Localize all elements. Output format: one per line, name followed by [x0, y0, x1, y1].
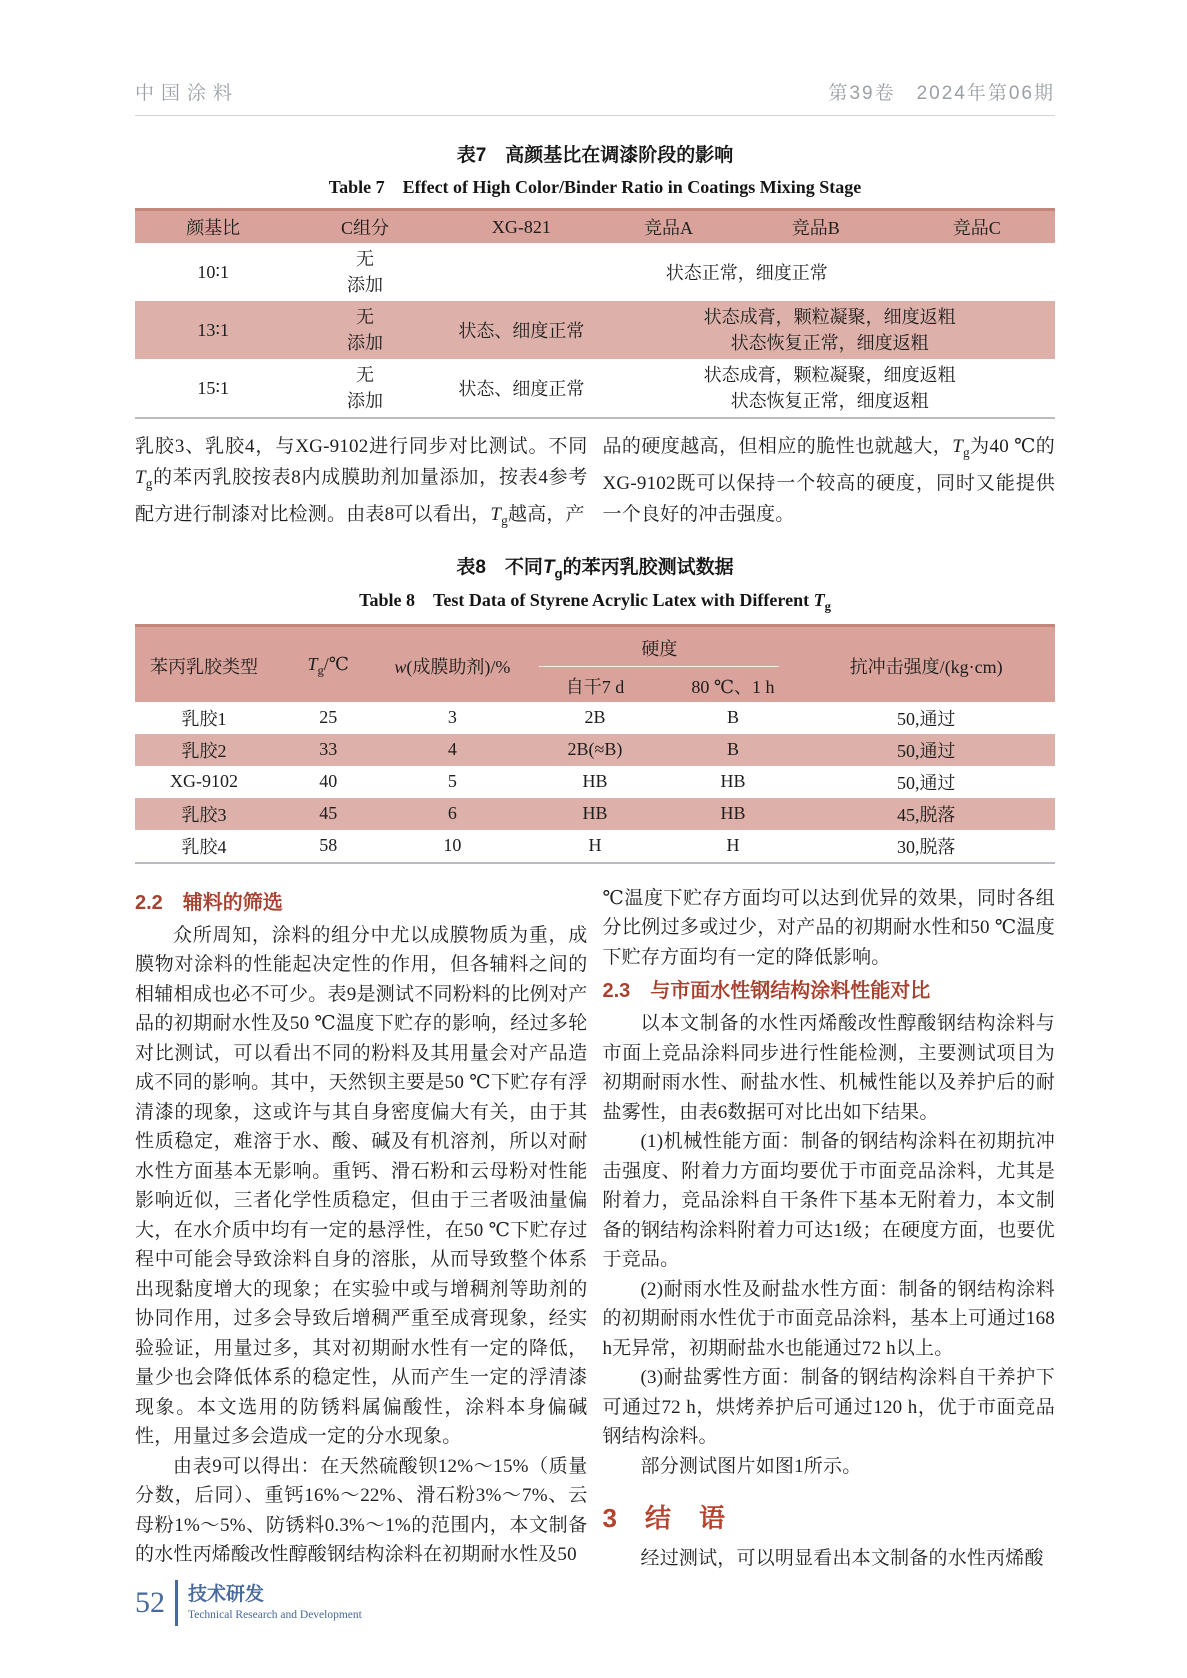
- table8: [135, 624, 1055, 864]
- col-competitor-a: 竞品A: [644, 218, 694, 238]
- table-row: [135, 301, 1055, 359]
- footer-section: [188, 1583, 362, 1623]
- table8-section: [135, 552, 1055, 864]
- col-competitor-b: 竞品B: [791, 218, 840, 238]
- col-latex-type: 苯丙乳胶类型: [150, 656, 258, 677]
- table8-title-en: Table 8 Test Data of Styrene Acrylic Latex with Different $T_g$: [359, 590, 831, 614]
- table-cell: 25: [319, 707, 338, 728]
- col-air-dry: 自干7 d: [565, 676, 625, 697]
- section-heading-3: 3 结 语: [602, 1503, 726, 1534]
- paragraph: ℃温度下贮存方面均可以达到优异的效果，同时各组分比例过多或过少，对产品的初期耐水性和50 ℃温度下贮存方面均有一定的降低影响。: [602, 887, 1055, 968]
- table-cell: 状态、细度正常: [458, 379, 585, 399]
- table-cell: HB: [720, 803, 746, 824]
- paragraph: 经过测试，可以明显看出本文制备的水性丙烯酸: [640, 1548, 1044, 1570]
- page-number: 52: [135, 1586, 165, 1619]
- table-cell: 乳胶2: [181, 740, 227, 761]
- paragraph: 品的硬度越高，但相应的脆性也就越大，$T_g$为40 ℃的XG-9102既可以保持一个较高的硬度，同时又能提供一个良好的冲击强度。: [602, 436, 1055, 525]
- table7-title-cn: 表7 高颜基比在调漆阶段的影响: [456, 145, 734, 166]
- col-coalescent: w(成膜助剂)/%: [394, 656, 511, 677]
- col-competitor-c: 竞品C: [952, 218, 1001, 238]
- left-column: [135, 884, 588, 1574]
- table-cell: 33: [319, 739, 338, 760]
- table-cell: 50,通过: [896, 740, 956, 761]
- table-cell: 乳胶3: [181, 804, 227, 825]
- table-row: [135, 766, 1055, 798]
- paragraph: (3)耐盐雾性方面：制备的钢结构涂料自干养护下可通过72 h，烘烤养护后可通过120 h，优于市面竞品钢结构涂料。: [602, 1367, 1055, 1448]
- section-heading-2-2: 2.2 辅料的筛选: [135, 891, 283, 914]
- body-columns: [135, 884, 1055, 1574]
- table-cell: 无 添加: [346, 249, 383, 295]
- journal-page: [0, 78, 1187, 1621]
- col-hardness-group: 硬度: [521, 625, 797, 670]
- issue-info: 第39卷 2024年第06期: [828, 83, 1055, 104]
- table-row: [135, 243, 1055, 301]
- col-tg: $T_g/℃$: [307, 653, 349, 678]
- table8-header-row-1: [135, 625, 1055, 670]
- table-row: [135, 798, 1055, 830]
- table-row: [135, 702, 1055, 734]
- col-ratio: 颜基比: [186, 218, 241, 238]
- bridge-text: [135, 431, 1055, 536]
- paragraph: (2)耐雨水性及耐盐水性方面：制备的钢结构涂料的初期耐雨水性优于市面竞品涂料，基本上可通过168 h无异常，初期耐盐水也能通过72 h以上。: [602, 1278, 1055, 1359]
- table-cell: 50,通过: [896, 708, 956, 729]
- right-column: [603, 431, 1056, 536]
- table-cell: 45,脱落: [896, 804, 956, 825]
- footer-section-en: Technical Research and Development: [188, 1609, 362, 1621]
- col-c-component: C组分: [340, 218, 389, 238]
- table-cell: HB: [720, 771, 746, 792]
- paragraph: 众所周知，涂料的组分中尤以成膜物质为重，成膜物对涂料的性能起决定性的作用，但各辅料之间的相辅相成也必不可少。表9是测试不同粉料的比例对产品的初期耐水性及50 ℃温度下贮存的影响，经过多轮对比测试，可以看出不同的粉料及其用量会对产品造成不同的影响。其中，天然钡主要是50 ℃下贮存有浮清漆的现象，这或许与其自身密度偏大有关，由于其性质稳定，难溶于水、酸、碱及有机溶剂，所以对耐水性方面基本无影响。重钙、滑石粉和云母粉对性能影响近似，三者化学性质稳定，但由于三者吸油量偏大，在水介质中均有一定的悬浮性，在50 ℃下贮存过程中可能会导致涂料自身的溶胀，从而导致整个体系出现黏度增大的现象；在实验中或与增稠剂等助剂的协同作用，过多会导致后增稠严重至成膏现象，经实验验证，用量过多，其对初期耐水性有一定的降低，量少也会降低体系的稳定性，从而产生一定的浮清漆现象。本文选用的防锈料属偏酸性，涂料本身偏碱性，用量过多会造成一定的分水现象。: [135, 924, 588, 1448]
- table-cell: 3: [447, 707, 457, 728]
- table7-section: [135, 140, 1055, 419]
- col-xg821: XG-821: [491, 216, 551, 237]
- table7-title-en: Table 7 Effect of High Color/Binder Ratio in Coatings Mixing Stage: [328, 177, 862, 197]
- table-cell: HB: [582, 803, 608, 824]
- table-row: [135, 734, 1055, 766]
- table-cell: 状态成膏，颗粒凝聚，细度返粗 状态恢复正常，细度返粗: [703, 307, 956, 353]
- table-row: [135, 830, 1055, 863]
- table-row: [135, 359, 1055, 418]
- footer-divider: [175, 1580, 178, 1626]
- paragraph: 由表9可以得出：在天然硫酸钡12%～15%（质量分数，后同）、重钙16%～22%、滑石粉3%～7%、云母粉1%～5%、防锈料0.3%～1%的范围内，本文制备的水性丙烯酸改性醇酸钢结构涂料在初期耐水性及50: [135, 1455, 588, 1566]
- table-cell: 13∶1: [197, 319, 230, 340]
- table-cell: 乳胶4: [181, 836, 227, 857]
- table-cell: 状态成膏，颗粒凝聚，细度返粗 状态恢复正常，细度返粗: [703, 365, 956, 411]
- table-cell: 50,通过: [896, 772, 956, 793]
- table7: [135, 208, 1055, 419]
- running-head: [135, 78, 1055, 116]
- table-cell: 40: [319, 771, 338, 792]
- table-cell: 5: [447, 771, 457, 792]
- table7-header-row: [135, 210, 1055, 244]
- table-cell: 15∶1: [197, 377, 230, 398]
- table-cell: B: [726, 707, 739, 728]
- footer-section-cn: 技术研发: [188, 1584, 265, 1605]
- left-column: [135, 431, 588, 536]
- paragraph: 乳胶3、乳胶4，与XG-9102进行同步对比测试。不同$T_g$的苯丙乳胶按表8内成膜助剂加量添加，按表4参考配方进行制漆对比检测。由表8可以看出，$T_g$越高，产: [135, 436, 588, 528]
- table-cell: H: [588, 835, 602, 856]
- paragraph: 部分测试图片如图1所示。: [640, 1455, 862, 1477]
- table-cell: 10: [443, 835, 462, 856]
- table-cell: B: [726, 739, 739, 760]
- table-cell: 2B: [584, 707, 606, 728]
- table-cell: 状态正常，细度正常: [665, 263, 828, 283]
- table-cell: H: [726, 835, 740, 856]
- section-heading-2-3: 2.3 与市面水性钢结构涂料性能对比: [602, 980, 931, 1003]
- table-cell: 6: [447, 803, 457, 824]
- table-cell: 2B(≈B): [567, 739, 623, 760]
- col-impact: 抗冲击强度/(kg·cm): [849, 656, 1003, 677]
- table-cell: 无 添加: [346, 365, 383, 411]
- table8-title-cn: 表8 不同$T_g$的苯丙乳胶测试数据: [456, 556, 734, 581]
- page-footer: [135, 1580, 362, 1626]
- table-cell: 45: [319, 803, 338, 824]
- table-cell: 状态、细度正常: [458, 321, 585, 341]
- col-bake: 80 ℃、1 h: [691, 676, 775, 697]
- table-cell: 30,脱落: [896, 836, 956, 857]
- table-cell: 4: [447, 739, 457, 760]
- table-cell: 乳胶1: [181, 708, 227, 729]
- table-cell: HB: [582, 771, 608, 792]
- table-cell: 10∶1: [197, 261, 230, 282]
- right-column: [603, 884, 1056, 1574]
- journal-name: 中国涂料: [135, 83, 240, 104]
- table-cell: 无 添加: [346, 307, 383, 353]
- paragraph: 以本文制备的水性丙烯酸改性醇酸钢结构涂料与市面上竞品涂料同步进行性能检测，主要测试项目为初期耐雨水性、耐盐水性、机械性能以及养护后的耐盐雾性，由表6数据可对比出如下结果。: [602, 1013, 1055, 1123]
- table-cell: 58: [319, 835, 338, 856]
- table-cell: XG-9102: [170, 771, 238, 792]
- paragraph: (1)机械性能方面：制备的钢结构涂料在初期抗冲击强度、附着力方面均要优于市面竞品涂料，尤其是附着力，竞品涂料自干条件下基本无附着力，本文制备的钢结构涂料附着力可达1级；在硬度方面，也要优于竞品。: [602, 1131, 1055, 1271]
